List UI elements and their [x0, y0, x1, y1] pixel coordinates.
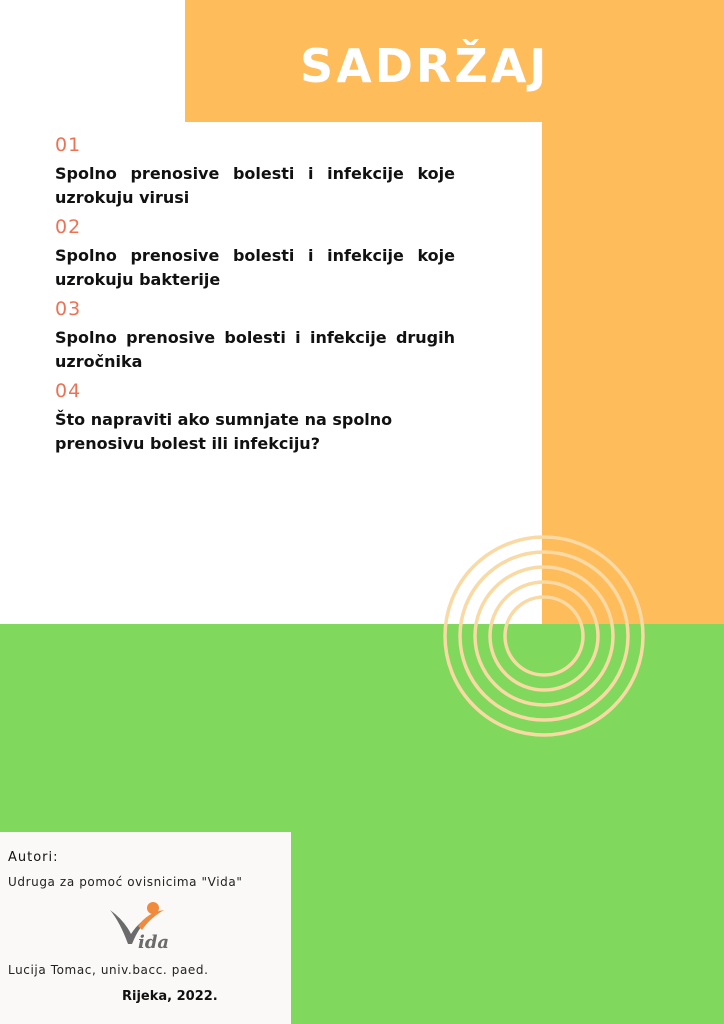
authors-label: Autori:: [8, 850, 59, 865]
toc-item-number: 02: [55, 216, 82, 238]
logo-text: ida: [138, 932, 170, 953]
toc-item-1[interactable]: [55, 132, 455, 210]
toc-item-title: Što napraviti ako sumnjate na spolno prenosivu bolest ili infekciju?: [55, 410, 393, 453]
toc-item-number: 04: [55, 380, 82, 402]
toc-item-number: 01: [55, 134, 82, 156]
concentric-circles-decoration: [442, 534, 646, 738]
toc-item-number: 03: [55, 298, 82, 320]
author-name: Lucija Tomac, univ.bacc. paed.: [8, 963, 209, 977]
toc-item-title: Spolno prenosive bolesti i infekcije koje uzrokuju bakterije: [55, 246, 455, 289]
toc-item-title: Spolno prenosive bolesti i infekcije drugih uzročnika: [55, 328, 455, 371]
table-of-contents: [55, 132, 455, 460]
toc-item-4[interactable]: [55, 378, 455, 456]
page-title: SADRŽAJ: [300, 39, 550, 93]
vida-logo: [104, 898, 176, 954]
toc-item-title: Spolno prenosive bolesti i infekcije koje uzrokuju virusi: [55, 164, 455, 207]
place-and-date: Rijeka, 2022.: [122, 989, 218, 1004]
toc-item-3[interactable]: [55, 296, 455, 374]
toc-item-2[interactable]: [55, 214, 455, 292]
organization-name: Udruga za pomoć ovisnicima "Vida": [8, 875, 243, 889]
